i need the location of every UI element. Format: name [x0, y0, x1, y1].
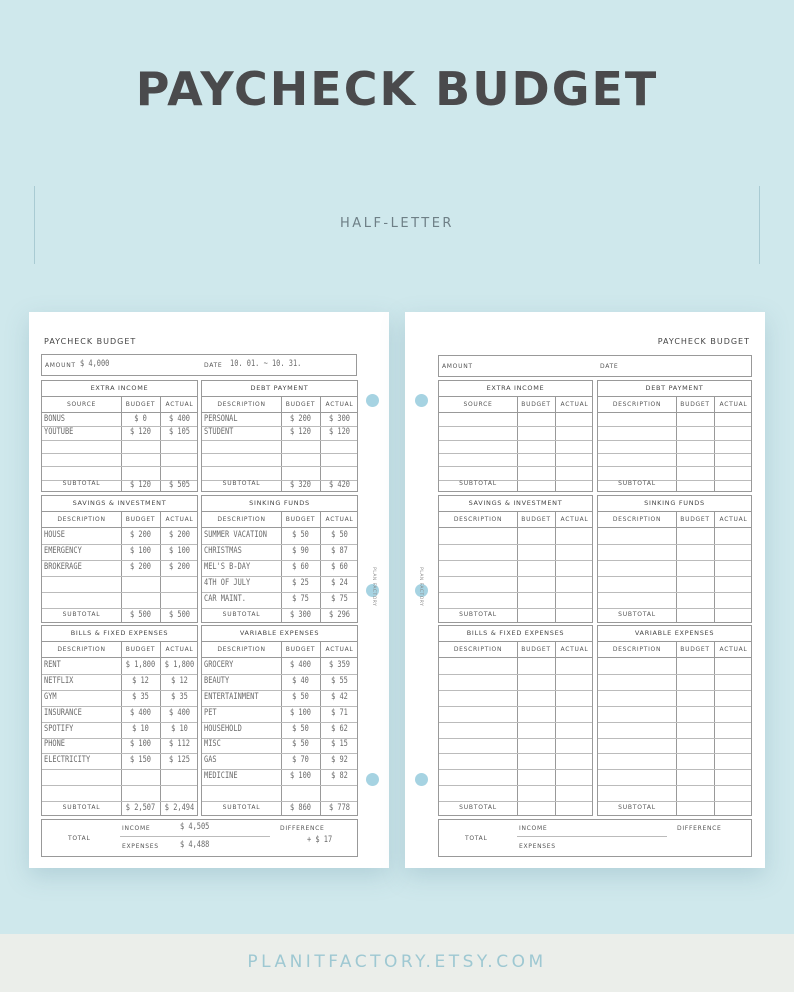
column-header-description: DESCRIPTION	[217, 401, 266, 408]
total-income-label: INCOME	[122, 825, 151, 832]
table-row	[439, 753, 592, 754]
entry-actual: $ 60	[331, 562, 348, 572]
entry-budget: $ 50	[292, 530, 309, 540]
entry-budget: $ 120	[290, 427, 311, 437]
total-expenses-label: EXPENSES	[519, 843, 556, 850]
column-header-budget: BUDGET	[521, 516, 551, 523]
column-divider	[160, 642, 161, 815]
total-box	[41, 819, 358, 857]
table-row	[598, 592, 751, 593]
entry-description: MEL'S B-DAY	[204, 562, 251, 572]
entry-actual: $ 112	[169, 739, 190, 750]
subtotal-actual: $ 778	[329, 803, 350, 814]
table-row	[598, 466, 751, 467]
subtotal-budget: $ 2,507	[125, 803, 156, 814]
subtotal-label: SUBTOTAL	[62, 611, 101, 618]
section-title: VARIABLE EXPENSES	[598, 626, 751, 642]
total-box	[438, 819, 752, 857]
subtotal-budget: $ 320	[290, 480, 311, 491]
entry-budget: $ 50	[292, 739, 309, 750]
entry-actual: $ 120	[329, 427, 350, 437]
brand-spine-text: PLAN FACTORY	[371, 567, 376, 607]
column-header-actual: ACTUAL	[560, 516, 589, 523]
table-row	[439, 560, 592, 561]
subtotal-label: SUBTOTAL	[62, 804, 101, 811]
entry-description: YOUTUBE	[44, 427, 74, 437]
column-divider	[160, 397, 161, 491]
entry-description: BONUS	[44, 413, 65, 424]
table-row	[202, 769, 357, 770]
column-headers	[42, 397, 197, 413]
subtotal-label: SUBTOTAL	[459, 804, 497, 811]
column-header-actual: ACTUAL	[325, 516, 354, 523]
table-row	[439, 453, 592, 454]
subtotal-label: SUBTOTAL	[62, 480, 101, 487]
subtotal-budget: $ 120	[130, 480, 151, 491]
total-expenses-value: $ 4,488	[180, 840, 210, 850]
entry-description: ENTERTAINMENT	[204, 691, 259, 702]
entry-description: CAR MAINT.	[204, 594, 246, 604]
column-header-budget: BUDGET	[680, 516, 710, 523]
column-header-budget: BUDGET	[521, 401, 551, 408]
column-header-description: DESCRIPTION	[612, 646, 662, 653]
column-header-budget: BUDGET	[125, 516, 156, 523]
variable-expenses-section	[597, 625, 752, 816]
savings-section	[41, 495, 198, 623]
table-row	[42, 769, 197, 770]
entry-description: SPOTIFY	[44, 723, 74, 734]
footer-url[interactable]: PLANITFACTORY.ETSY.COM	[247, 952, 547, 972]
column-headers	[598, 642, 751, 658]
total-divider	[120, 836, 270, 837]
entry-budget: $ 200	[130, 530, 151, 540]
column-header-budget: BUDGET	[285, 401, 316, 408]
column-divider	[281, 512, 282, 622]
table-row	[42, 674, 197, 675]
subtotal-budget: $ 300	[290, 610, 311, 620]
section-title: SAVINGS & INVESTMENT	[439, 496, 592, 512]
column-header-actual: ACTUAL	[719, 646, 748, 653]
column-headers	[439, 642, 592, 658]
entry-budget: $ 12	[132, 675, 149, 686]
table-row	[42, 544, 197, 545]
subtitle: HALF-LETTER	[340, 216, 454, 231]
table-row	[42, 440, 197, 441]
entry-actual: $ 50	[331, 530, 348, 540]
column-header-budget: BUDGET	[680, 401, 710, 408]
table-row	[439, 769, 592, 770]
entry-description: SUMMER VACATION	[204, 530, 267, 540]
entry-actual: $ 55	[331, 675, 348, 686]
entry-actual: $ 400	[169, 707, 190, 718]
table-row	[202, 706, 357, 707]
table-row	[598, 560, 751, 561]
column-header-description: DESCRIPTION	[612, 401, 662, 408]
table-row	[42, 576, 197, 577]
subtotal-label: SUBTOTAL	[222, 480, 261, 487]
table-row	[598, 544, 751, 545]
entry-budget: $ 200	[130, 562, 151, 572]
column-headers	[598, 397, 751, 413]
entry-budget: $ 400	[290, 659, 311, 670]
entry-budget: $ 25	[292, 578, 309, 588]
column-header-budget: BUDGET	[521, 646, 551, 653]
total-expenses-label: EXPENSES	[122, 843, 159, 850]
column-headers	[598, 512, 751, 528]
table-row	[598, 453, 751, 454]
binder-ring-icon	[366, 773, 379, 786]
difference-value: + $ 17	[307, 835, 333, 845]
column-divider	[676, 512, 677, 622]
entry-actual: $ 12	[171, 675, 188, 686]
entry-budget: $ 40	[292, 675, 309, 686]
entry-actual: $ 15	[331, 739, 348, 750]
column-header-actual: ACTUAL	[325, 646, 354, 653]
entry-description: HOUSEHOLD	[204, 723, 242, 734]
table-row	[202, 576, 357, 577]
section-title: EXTRA INCOME	[439, 381, 592, 397]
subtotal-budget: $ 500	[130, 610, 151, 620]
column-header-source: SOURCE	[463, 401, 493, 408]
table-row	[439, 785, 592, 786]
column-headers	[439, 397, 592, 413]
entry-description: MISC	[204, 739, 221, 750]
amount-value: $ 4,000	[80, 359, 110, 369]
section-title: SINKING FUNDS	[202, 496, 357, 512]
entry-budget: $ 400	[130, 707, 151, 718]
column-divider	[714, 512, 715, 622]
table-row	[42, 785, 197, 786]
table-row	[598, 706, 751, 707]
column-header-actual: ACTUAL	[560, 401, 589, 408]
entry-actual: $ 71	[331, 707, 348, 718]
column-header-actual: ACTUAL	[165, 516, 194, 523]
entry-description: ELECTRICITY	[44, 755, 91, 766]
table-row	[439, 690, 592, 691]
section-title: SAVINGS & INVESTMENT	[42, 496, 197, 512]
table-row	[202, 690, 357, 691]
column-divider	[676, 642, 677, 815]
column-headers	[42, 512, 197, 528]
entry-description: GAS	[204, 755, 217, 766]
table-row	[598, 753, 751, 754]
blank-budget-page	[405, 312, 765, 868]
debt-payment-section	[597, 380, 752, 492]
savings-section	[438, 495, 593, 623]
date-label: DATE	[600, 363, 619, 370]
date-label: DATE	[204, 362, 223, 369]
total-label: TOTAL	[68, 835, 91, 842]
entry-actual: $ 105	[169, 427, 190, 437]
table-row	[202, 544, 357, 545]
table-row	[42, 690, 197, 691]
section-title: SINKING FUNDS	[598, 496, 751, 512]
column-header-budget: BUDGET	[285, 516, 316, 523]
entry-description: GROCERY	[204, 659, 234, 670]
table-row	[42, 722, 197, 723]
total-income-value: $ 4,505	[180, 822, 210, 832]
column-header-budget: BUDGET	[125, 401, 156, 408]
column-divider	[281, 397, 282, 491]
column-headers	[202, 512, 357, 528]
table-row	[439, 466, 592, 467]
table-row	[439, 738, 592, 739]
sheet-title: PAYCHECK BUDGET	[657, 337, 750, 346]
amount-date-bar	[41, 354, 357, 376]
table-row	[202, 560, 357, 561]
entry-actual: $ 200	[169, 562, 190, 572]
column-header-actual: ACTUAL	[719, 401, 748, 408]
subtotal-label: SUBTOTAL	[618, 611, 656, 618]
entry-actual: $ 400	[169, 413, 190, 424]
entry-description: PHONE	[44, 739, 65, 750]
total-divider	[517, 836, 667, 837]
section-title: BILLS & FIXED EXPENSES	[42, 626, 197, 642]
entry-actual: $ 87	[331, 546, 348, 556]
sheet-title: PAYCHECK BUDGET	[44, 337, 137, 346]
table-row	[42, 753, 197, 754]
table-row	[598, 722, 751, 723]
entry-budget: $ 70	[292, 755, 309, 766]
column-header-description: DESCRIPTION	[217, 516, 266, 523]
column-divider	[517, 397, 518, 491]
table-row	[439, 674, 592, 675]
table-row	[598, 440, 751, 441]
column-divider	[517, 642, 518, 815]
entry-actual: $ 359	[329, 659, 350, 670]
binder-ring-icon	[415, 394, 428, 407]
column-headers	[202, 642, 357, 658]
brand-spine-text: PLAN FACTORY	[418, 567, 423, 607]
section-title: DEBT PAYMENT	[202, 381, 357, 397]
entry-budget: $ 100	[290, 707, 311, 718]
column-header-description: DESCRIPTION	[453, 646, 503, 653]
column-divider	[555, 642, 556, 815]
subtotal-actual: $ 505	[169, 480, 190, 491]
entry-description: PET	[204, 707, 217, 718]
column-header-actual: ACTUAL	[165, 401, 194, 408]
section-title: BILLS & FIXED EXPENSES	[439, 626, 592, 642]
entry-budget: $ 100	[290, 771, 311, 782]
column-divider	[320, 642, 321, 815]
column-divider	[517, 512, 518, 622]
column-header-actual: ACTUAL	[560, 646, 589, 653]
table-row	[439, 426, 592, 427]
entry-description: BEAUTY	[204, 675, 230, 686]
bills-section	[41, 625, 198, 816]
entry-actual: $ 125	[169, 755, 190, 766]
table-row	[202, 674, 357, 675]
subtotal-actual: $ 296	[329, 610, 350, 620]
column-divider	[121, 512, 122, 622]
entry-description: PERSONAL	[204, 413, 238, 424]
binder-ring-icon	[415, 773, 428, 786]
entry-actual: $ 300	[329, 413, 350, 424]
entry-actual: $ 82	[331, 771, 348, 782]
column-header-actual: ACTUAL	[719, 516, 748, 523]
column-header-description: DESCRIPTION	[453, 516, 503, 523]
entry-description: EMERGENCY	[44, 546, 82, 556]
table-row	[439, 440, 592, 441]
entry-actual: $ 92	[331, 755, 348, 766]
column-divider	[320, 397, 321, 491]
table-row	[42, 560, 197, 561]
entry-budget: $ 1,800	[125, 659, 156, 670]
table-row	[439, 592, 592, 593]
column-divider	[121, 397, 122, 491]
column-header-description: DESCRIPTION	[57, 516, 106, 523]
column-divider	[555, 512, 556, 622]
extra-income-section	[41, 380, 198, 492]
entry-description: INSURANCE	[44, 707, 82, 718]
entry-budget: $ 100	[130, 739, 151, 750]
entry-budget: $ 150	[130, 755, 151, 766]
column-header-actual: ACTUAL	[325, 401, 354, 408]
table-row	[598, 738, 751, 739]
column-divider	[281, 642, 282, 815]
entry-budget: $ 200	[290, 413, 311, 424]
table-row	[598, 576, 751, 577]
binder-ring-icon	[366, 394, 379, 407]
extra-income-section	[438, 380, 593, 492]
entry-budget: $ 35	[132, 691, 149, 702]
amount-date-bar	[438, 355, 752, 377]
table-row	[202, 592, 357, 593]
column-header-description: DESCRIPTION	[217, 646, 266, 653]
column-divider	[676, 397, 677, 491]
total-label: TOTAL	[465, 835, 488, 842]
table-row	[202, 753, 357, 754]
bills-section	[438, 625, 593, 816]
entry-actual: $ 35	[171, 691, 188, 702]
column-header-budget: BUDGET	[680, 646, 710, 653]
entry-budget: $ 50	[292, 723, 309, 734]
section-title: VARIABLE EXPENSES	[202, 626, 357, 642]
table-row	[598, 426, 751, 427]
column-header-source: SOURCE	[67, 401, 96, 408]
table-row	[439, 722, 592, 723]
column-divider	[320, 512, 321, 622]
column-header-description: DESCRIPTION	[612, 516, 662, 523]
entry-description: CHRISTMAS	[204, 546, 242, 556]
entry-description: BROKERAGE	[44, 562, 82, 572]
amount-label: AMOUNT	[45, 362, 76, 369]
table-row	[598, 674, 751, 675]
entry-actual: $ 100	[169, 546, 190, 556]
column-header-budget: BUDGET	[285, 646, 316, 653]
subtotal-label: SUBTOTAL	[618, 480, 656, 487]
entry-budget: $ 50	[292, 691, 309, 702]
sinking-funds-section	[201, 495, 358, 623]
date-value: 10. 01. ~ 10. 31.	[230, 359, 302, 369]
column-header-budget: BUDGET	[125, 646, 156, 653]
table-row	[42, 453, 197, 454]
entry-description: GYM	[44, 691, 57, 702]
table-row	[598, 690, 751, 691]
variable-expenses-section	[201, 625, 358, 816]
section-title: DEBT PAYMENT	[598, 381, 751, 397]
page-title: PAYCHECK BUDGET	[135, 62, 659, 116]
column-header-actual: ACTUAL	[165, 646, 194, 653]
column-divider	[714, 397, 715, 491]
entry-actual: $ 75	[331, 594, 348, 604]
table-row	[202, 785, 357, 786]
section-title: EXTRA INCOME	[42, 381, 197, 397]
entry-actual: $ 10	[171, 723, 188, 734]
entry-budget: $ 75	[292, 594, 309, 604]
subtotal-label: SUBTOTAL	[222, 804, 261, 811]
subtotal-actual: $ 500	[169, 610, 190, 620]
table-row	[598, 785, 751, 786]
table-row	[439, 706, 592, 707]
subtotal-label: SUBTOTAL	[222, 611, 261, 618]
entry-description: NETFLIX	[44, 675, 74, 686]
table-row	[42, 706, 197, 707]
difference-label: DIFFERENCE	[677, 825, 722, 832]
table-row	[439, 544, 592, 545]
table-row	[202, 466, 357, 467]
table-row	[202, 722, 357, 723]
column-divider	[555, 397, 556, 491]
table-row	[202, 453, 357, 454]
subtotal-budget: $ 860	[290, 803, 311, 814]
column-divider	[121, 642, 122, 815]
difference-label: DIFFERENCE	[280, 825, 325, 832]
subtotal-label: SUBTOTAL	[618, 804, 656, 811]
entry-budget: $ 100	[130, 546, 151, 556]
subtotal-actual: $ 420	[329, 480, 350, 491]
entry-budget: $ 10	[132, 723, 149, 734]
table-row	[598, 769, 751, 770]
entry-actual: $ 24	[331, 578, 348, 588]
subtotal-label: SUBTOTAL	[459, 480, 497, 487]
entry-budget: $ 0	[134, 413, 147, 424]
entry-actual: $ 42	[331, 691, 348, 702]
table-row	[202, 440, 357, 441]
entry-description: 4TH OF JULY	[204, 578, 251, 588]
sinking-funds-section	[597, 495, 752, 623]
entry-actual: $ 62	[331, 723, 348, 734]
column-divider	[714, 642, 715, 815]
entry-actual: $ 1,800	[164, 659, 195, 670]
entry-budget: $ 90	[292, 546, 309, 556]
column-divider	[160, 512, 161, 622]
entry-budget: $ 120	[130, 427, 151, 437]
entry-description: RENT	[44, 659, 61, 670]
table-row	[42, 738, 197, 739]
table-row	[42, 466, 197, 467]
table-row	[42, 592, 197, 593]
column-headers	[439, 512, 592, 528]
entry-budget: $ 60	[292, 562, 309, 572]
total-income-label: INCOME	[519, 825, 548, 832]
subtotal-label: SUBTOTAL	[459, 611, 497, 618]
amount-label: AMOUNT	[442, 363, 473, 370]
entry-description: HOUSE	[44, 530, 65, 540]
entry-actual: $ 200	[169, 530, 190, 540]
entry-description: STUDENT	[204, 427, 234, 437]
debt-payment-section	[201, 380, 358, 492]
table-row	[439, 576, 592, 577]
entry-description: MEDICINE	[204, 771, 238, 782]
column-headers	[202, 397, 357, 413]
table-row	[202, 738, 357, 739]
column-headers	[42, 642, 197, 658]
column-header-description: DESCRIPTION	[57, 646, 106, 653]
filled-budget-page	[29, 312, 389, 868]
subtotal-actual: $ 2,494	[164, 803, 195, 814]
